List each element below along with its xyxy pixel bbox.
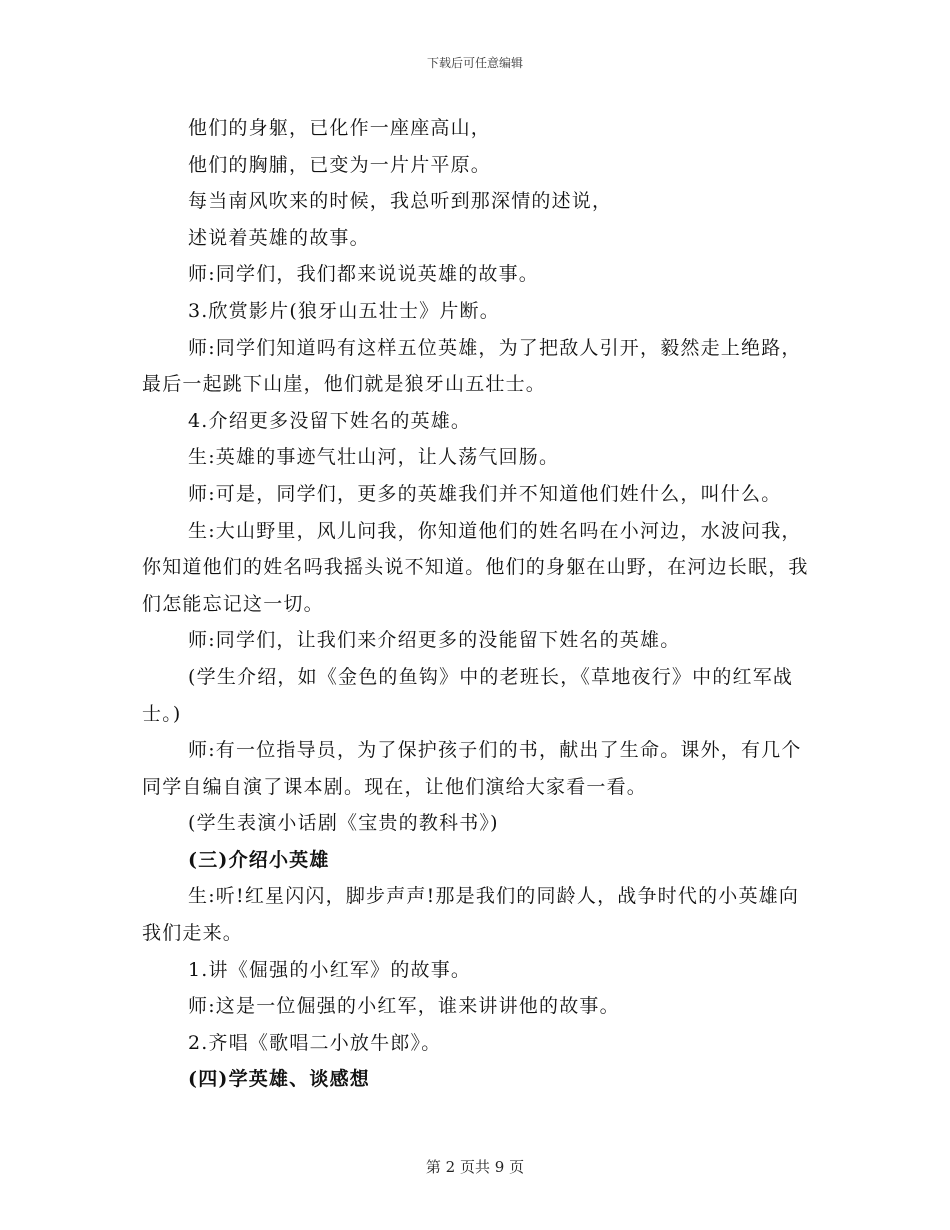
paragraph: 1.讲《倔强的小红军》的故事。 xyxy=(188,958,472,981)
paragraph: 师:同学们，我们都来说说英雄的故事。 xyxy=(188,263,540,286)
paragraph: 师:同学们，让我们来介绍更多的没能留下姓名的英雄。 xyxy=(188,629,681,652)
paragraph: 他们的胸脯，已变为一片片平原。 xyxy=(188,153,492,176)
paragraph: 师:有一位指导员，为了保护孩子们的书，献出了生命。课外，有几个同学自编自演了课本剧。现在，让他们演给大家看一看。 xyxy=(142,739,802,798)
paragraph: 生:英雄的事迹气壮山河，让人荡气回肠。 xyxy=(188,446,560,469)
paragraph: 师:可是，同学们，更多的英雄我们并不知道他们姓什么，叫什么。 xyxy=(188,482,782,505)
paragraph: 师:同学们知道吗有这样五位英雄，为了把敌人引开，毅然走上绝路，最后一起跳下山崖，他们就是狼牙山五壮士。 xyxy=(142,336,802,396)
document-body xyxy=(142,110,814,1098)
paragraph: 师:这是一位倔强的小红军，谁来讲讲他的故事。 xyxy=(188,995,620,1018)
page-number-footer: 第 2 页共 9 页 xyxy=(425,1158,525,1176)
paragraph: 生:大山野里，风儿问我，你知道他们的姓名吗在小河边，水波问我，你知道他们的姓名吗我摇头说不知道。他们的身躯在山野，在河边长眠，我们怎能忘记这一切。 xyxy=(142,519,809,615)
paragraph: 他们的身躯，已化作一座座高山， xyxy=(188,117,492,139)
paragraph: 3.欣赏影片(狼牙山五壮士》片断。 xyxy=(188,299,500,322)
paragraph: (学生表演小话剧《宝贵的教科书》) xyxy=(188,812,499,835)
paragraph: 4.介绍更多没留下姓名的英雄。 xyxy=(188,409,472,432)
paragraph: (学生介绍，如《金色的鱼钩》中的老班长，《草地夜行》中的红军战士。) xyxy=(142,665,794,725)
paragraph: 述说着英雄的故事。 xyxy=(188,226,370,249)
page-header: 下载后可任意编辑 xyxy=(426,56,523,70)
section-heading: (四)学英雄、谈感想 xyxy=(188,1068,370,1091)
paragraph: 每当南风吹来的时候，我总听到那深情的述说， xyxy=(188,190,613,213)
section-heading: (三)介绍小英雄 xyxy=(188,848,330,871)
paragraph: 2.齐唱《歌唱二小放牛郎》。 xyxy=(188,1031,442,1054)
paragraph: 生:听!红星闪闪，脚步声声!那是我们的同龄人，战争时代的小英雄向我们走来。 xyxy=(142,885,800,945)
